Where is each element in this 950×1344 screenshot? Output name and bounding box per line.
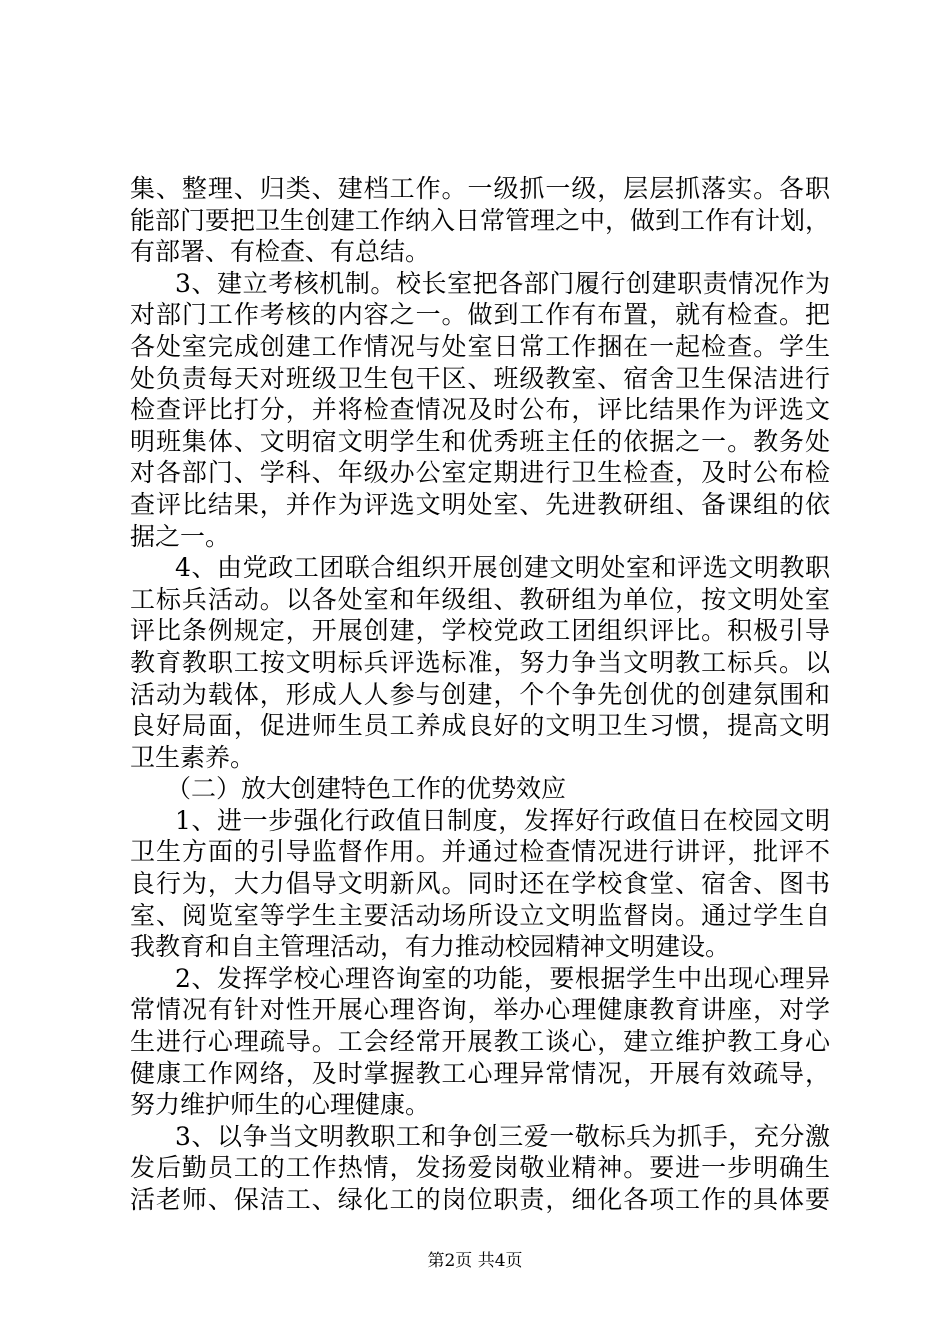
text-line: 发后勤员工的工作热情，发扬爱岗敬业精神。要进一步明确生: [130, 1153, 830, 1183]
text-line: 卫生方面的引导监督作用。并通过检查情况进行讲评，批评不: [130, 837, 830, 867]
page-footer: [0, 1250, 950, 1272]
text-line: 3、以争当文明教职工和争创三爱一敬标兵为抓手，充分激: [175, 1121, 830, 1151]
paragraph-item-4-activities: [130, 552, 830, 773]
text-line: 工标兵活动。以各处室和年级组、教研组为单位，按文明处室: [130, 584, 830, 614]
text-line: 据之一。: [130, 521, 231, 551]
text-line: 对各部门、学科、年级办公室定期进行卫生检查，及时公布检: [130, 458, 830, 488]
paragraph-item-2-psychology: [130, 963, 830, 1121]
text-line: 集、整理、归类、建档工作。一级抓一级，层层抓落实。各职: [130, 174, 830, 203]
text-line: 卫生素养。: [130, 742, 256, 772]
text-line: 努力维护师生的心理健康。: [130, 1090, 431, 1120]
text-line: 检查评比打分，并将检查情况及时公布，评比结果作为评选文: [130, 395, 830, 425]
text-line: 室、阅览室等学生主要活动场所设立文明监督岗。通过学生自: [130, 900, 830, 930]
text-line: 我教育和自主管理活动，有力推动校园精神文明建设。: [130, 932, 731, 962]
text-line: 处负责每天对班级卫生包干区、班级教室、宿舍卫生保洁进行: [130, 363, 830, 393]
text-line: 3、建立考核机制。校长室把各部门履行创建职责情况作为: [175, 268, 830, 298]
section-heading: [130, 773, 830, 805]
text-line: 良好局面，促进师生员工养成良好的文明卫生习惯，提高文明: [130, 711, 830, 741]
text-line: 生进行心理疏导。工会经常开展教工谈心，建立维护教工身心: [130, 1027, 830, 1057]
text-line: 教育教职工按文明标兵评选标准，努力争当文明教工标兵。以: [130, 647, 830, 677]
text-line: 有部署、有检查、有总结。: [130, 237, 431, 267]
text-line: 各处室完成创建工作情况与处室日常工作捆在一起检查。学生: [130, 331, 830, 361]
paragraph-item-3-logistics: [130, 1121, 830, 1216]
page-number-label: 第2页 共4页: [427, 1251, 523, 1271]
text-line: 能部门要把卫生创建工作纳入日常管理之中，做到工作有计划，: [130, 205, 831, 235]
text-line: 1、进一步强化行政值日制度，发挥好行政值日在校园文明: [175, 805, 830, 835]
text-line: 活老师、保洁工、绿化工的岗位职责，细化各项工作的具体要: [130, 1185, 830, 1214]
text-line: 明班集体、文明宿文明学生和优秀班主任的依据之一。教务处: [130, 426, 830, 456]
paragraph-continuation: [130, 173, 830, 268]
document-body: [130, 173, 830, 1216]
text-line: 2、发挥学校心理咨询室的功能，要根据学生中出现心理异: [175, 963, 830, 993]
text-line: 健康工作网络，及时掌握教工心理异常情况，开展有效疏导，: [130, 1058, 830, 1088]
paragraph-item-3-assessment: [130, 268, 830, 552]
text-line: 对部门工作考核的内容之一。做到工作有布置，就有检查。把: [130, 300, 830, 330]
text-line: 活动为载体，形成人人参与创建，个个争先创优的创建氛围和: [130, 679, 830, 709]
paragraph-item-1-duty: [130, 805, 830, 963]
text-line: 常情况有针对性开展心理咨询，举办心理健康教育讲座，对学: [130, 995, 830, 1025]
section-heading-text: （二）放大创建特色工作的优势效应: [166, 774, 567, 804]
text-line: 查评比结果，并作为评选文明处室、先进教研组、备课组的依: [130, 489, 830, 519]
text-line: 4、由党政工团联合组织开展创建文明处室和评选文明教职: [175, 553, 830, 583]
text-line: 良行为，大力倡导文明新风。同时还在学校食堂、宿舍、图书: [130, 869, 830, 899]
text-line: 评比条例规定，开展创建，学校党政工团组织评比。积极引导: [130, 616, 830, 646]
